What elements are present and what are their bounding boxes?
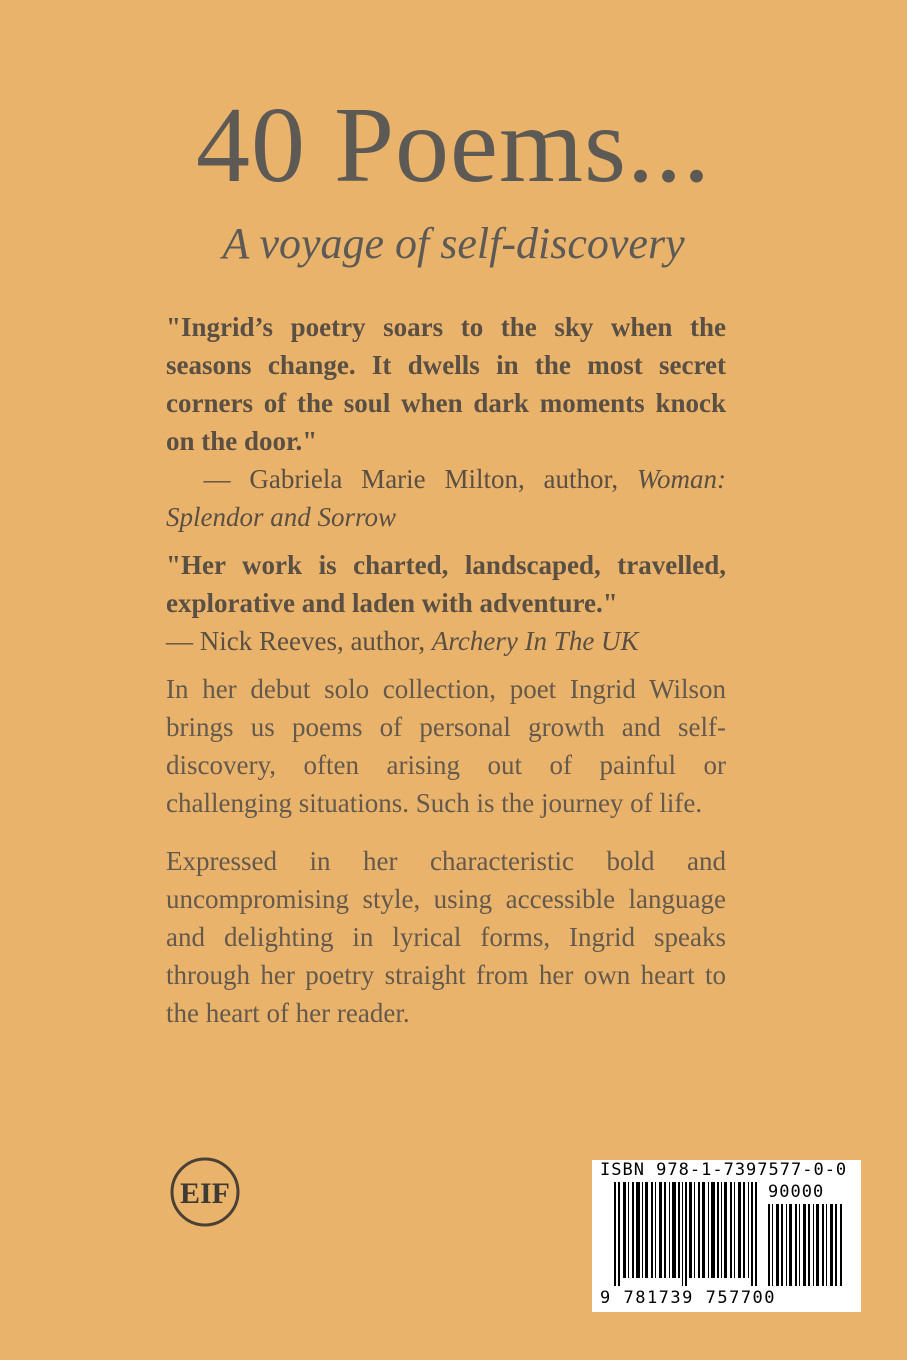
book-subtitle: A voyage of self-discovery: [222, 219, 685, 268]
quote-2-work: Archery In The UK: [431, 626, 639, 656]
quote-1-attribution: — Gabriela Marie Milton, author, Woman: Splendor and Sorrow: [166, 464, 727, 532]
quote-2-attribution: — Nick Reeves, author, Archery In The UK: [166, 626, 639, 656]
barcode-bars-main: [614, 1182, 764, 1286]
quote-1: "Ingrid’s poetry soars to the sky when the seasons change. It dwells in the most secret corners of the soul when dark moments knock on the door.": [166, 312, 726, 456]
publisher-logo-text: EIF: [179, 1177, 231, 1210]
isbn-label: ISBN 978-1-7397577-0-0: [600, 1160, 848, 1180]
publisher-logo-icon: [166, 1153, 244, 1231]
blurb-paragraph-2: Expressed in her characteristic bold and uncompromising style, using accessible language and delighting in lyrical forms, Ingrid speaks through her poetry straight from her own heart to the heart of her reader.: [166, 846, 726, 1028]
quote-2: "Her work is charted, landscaped, travelled, explorative and laden with adventure.": [166, 550, 726, 618]
price-code: 90000: [768, 1182, 825, 1202]
blurb-paragraph-1: In her debut solo collection, poet Ingrid Wilson brings us poems of personal growth and self-discovery, often arising out of painful or challenging situations. Such is the journey of life.: [166, 674, 726, 818]
isbn-barcode: [592, 1160, 861, 1312]
barcode-digits: 9 781739 757700: [600, 1288, 777, 1308]
book-title: 40 Poems...: [195, 86, 712, 205]
barcode-bars-addon: [768, 1204, 848, 1286]
back-cover-text: [166, 308, 726, 1032]
quote-1-work: Woman: Splendor and Sorrow: [166, 464, 727, 532]
